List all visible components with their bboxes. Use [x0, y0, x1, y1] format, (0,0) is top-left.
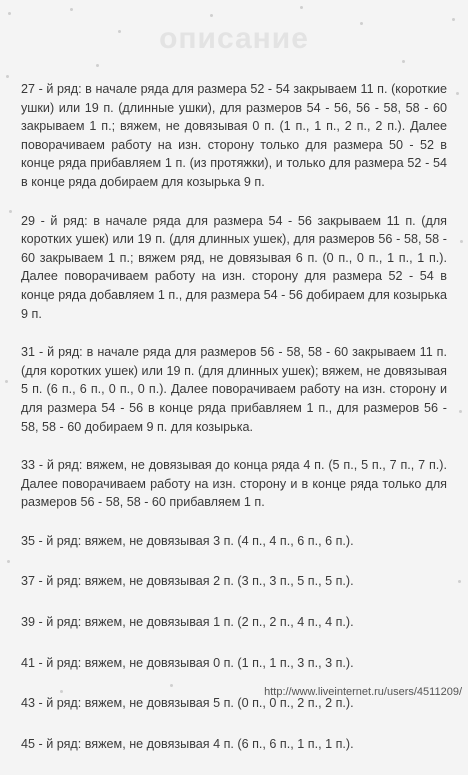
- row-33-instruction: 33 - й ряд: вяжем, не довязывая до конца ряда 4 п. (5 п., 5 п., 7 п., 7 п.). Далее поворачиваем работу на изн. сторону и в конце ряда только для размеров 56 - 58, 58 - 60 прибавляем 1 п.: [21, 458, 447, 510]
- watermark-url: http://www.liveinternet.ru/users/4511209/: [264, 686, 462, 698]
- row-27-instruction: 27 - й ряд: в начале ряда для размера 52 - 54 закрываем 11 п. (короткие ушки) или 19 п. (длинные ушки), для размеров 54 - 56, 56 - 58, 58 - 60 закрываем 1 п.; вяжем, не довязывая 0 п. (1 п., 1 п., 2 п., 2 п.). Далее поворачиваем работу на изн. сторону только для размера 50 - 52 в конце ряда прибавляем 1 п. (из протяжки), и только для размера 52 - 54 в конце ряда добираем для козырька 9 п.: [21, 82, 447, 189]
- row-31-instruction: 31 - й ряд: в начале ряда для размеров 56 - 58, 58 - 60 закрываем 11 п. (для коротких ушек) или 19 п. (для длинных ушек); вяжем, не довязывая 5 п. (6 п., 6 п., 0 п., 0 п.). Далее поворачиваем работу на изн. сторону и для размера 54 - 56 в конце ряда прибавляем 1 п., для размеров 56 - 58, 58 - 60 добираем 9 п. для козырька.: [21, 345, 447, 434]
- row-29-instruction: 29 - й ряд: в начале ряда для размера 54 - 56 закрываем 11 п. (для коротких ушек) или 19 п. (для длинных ушек), для размеров 56 - 58, 58 - 60 закрываем 1 п.; вяжем ряд, не довязывая 6 п. (0 п., 0 п., 1 п., 1 п.). Далее поворачиваем работу на изн. сторону для размера 52 - 54 в конце ряда добавляем 1 п., для размера 54 - 56 добираем для козырька 9 п.: [21, 213, 447, 321]
- page-title: описание: [159, 22, 309, 55]
- row-45-instruction: 45 - й ряд: вяжем, не довязывая 4 п. (6 п., 6 п., 1 п., 1 п.).: [21, 736, 354, 751]
- row-39-instruction: 39 - й ряд: вяжем, не довязывая 1 п. (2 п., 2 п., 4 п., 4 п.).: [21, 615, 354, 630]
- row-35-instruction: 35 - й ряд: вяжем, не довязывая 3 п. (4 п., 4 п., 6 п., 6 п.).: [21, 533, 354, 548]
- pattern-description: [21, 80, 447, 775]
- row-43-instruction: 43 - й ряд: вяжем, не довязывая 5 п. (0 п., 0 п., 2 п., 2 п.).: [21, 696, 354, 711]
- row-37-instruction: 37 - й ряд: вяжем, не довязывая 2 п. (3 п., 3 п., 5 п., 5 п.).: [21, 574, 354, 589]
- row-41-instruction: 41 - й ряд: вяжем, не довязывая 0 п. (1 п., 1 п., 3 п., 3 п.).: [21, 655, 354, 670]
